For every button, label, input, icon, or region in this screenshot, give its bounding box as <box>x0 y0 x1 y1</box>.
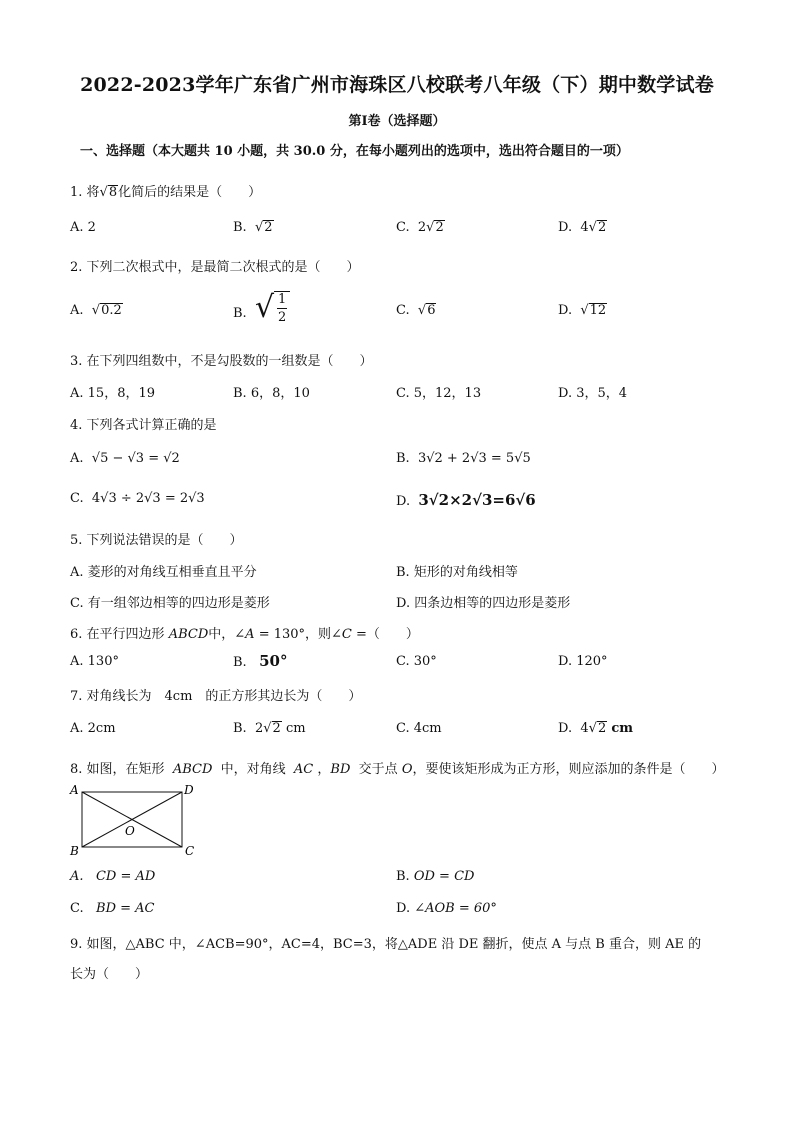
q1-option-d[interactable]: D. 4 √ 2 <box>558 220 607 235</box>
rectangle-figure <box>68 783 204 861</box>
q4-option-c[interactable]: C. 4√3 ÷ 2√3 = 2√3 <box>70 491 205 506</box>
q1-option-a[interactable]: A. 2 <box>70 220 96 235</box>
q7-option-b[interactable]: B. 2 √ 2 cm <box>233 721 306 736</box>
q6-option-a[interactable]: A. 130° <box>70 654 119 669</box>
paper-part-title: 第Ⅰ卷（选择题） <box>348 114 446 129</box>
q7-option-c[interactable]: C. 4cm <box>396 721 442 736</box>
q1-option-c[interactable]: C. 2 √ 2 <box>396 220 444 235</box>
question-3: 3. 在下列四组数中，不是勾股数的一组数是（ ） <box>70 354 373 369</box>
q8-option-c[interactable]: C. BD = AC <box>70 901 155 916</box>
q8-option-a[interactable]: A. CD = AD <box>70 869 156 884</box>
q6-option-b[interactable]: B. 50° <box>233 652 288 670</box>
q3-option-a[interactable]: A. 15，8，19 <box>70 386 156 401</box>
q3-option-c[interactable]: C. 5，12，13 <box>396 386 482 401</box>
vertex-c-label: C <box>185 844 195 858</box>
question-8: 8. 如图，在矩形 ABCD 中，对角线 AC ，BD 交于点 O，要使该矩形成为正方形，则应添加的条件是（ ） <box>70 762 725 777</box>
q1-radical: √ 8 <box>99 185 118 200</box>
q2-option-b[interactable]: B. √ $\frac{1}{2}$ <box>233 291 290 325</box>
section-heading: 一、选择题（本大题共 10 小题，共 30.0 分，在每小题列出的选项中，选出符合题目的一项） <box>80 144 629 159</box>
q1-option-b[interactable]: B. √ 2 <box>233 220 273 235</box>
q8-option-d[interactable]: D. ∠AOB = 60° <box>396 901 497 916</box>
q2-option-a[interactable]: A. √ 0.2 <box>70 303 122 318</box>
vertex-d-label: D <box>184 783 194 797</box>
q5-option-a[interactable]: A. 菱形的对角线互相垂直且平分 <box>70 565 257 580</box>
q7-option-d[interactable]: D. 4 √ 2 cm <box>558 721 634 736</box>
q1-text-after: 化简后的结果是（ ） <box>118 185 262 200</box>
q8-option-b[interactable]: B. OD = CD <box>396 869 475 884</box>
q3-option-d[interactable]: D. 3，5，4 <box>558 386 628 401</box>
q4-option-b[interactable]: B. 3√2 + 2√3 = 5√5 <box>396 451 531 466</box>
q1-text-before: 1. 将 <box>70 185 100 200</box>
q7-option-a[interactable]: A. 2cm <box>70 721 116 736</box>
question-5: 5. 下列说法错误的是（ ） <box>70 533 243 548</box>
vertex-a-label: A <box>70 783 79 797</box>
question-2: 2. 下列二次根式中，是最简二次根式的是（ ） <box>70 260 360 275</box>
q5-option-b[interactable]: B. 矩形的对角线相等 <box>396 565 518 580</box>
center-o-label: O <box>125 824 135 838</box>
q2-option-c[interactable]: C. √ 6 <box>396 303 436 318</box>
q6-option-c[interactable]: C. 30° <box>396 654 437 669</box>
q4-option-d[interactable]: D. 3√2×2√3=6√6 <box>396 491 536 509</box>
page-title: 2022-2023学年广东省广州市海珠区八校联考八年级（下）期中数学试卷 <box>80 74 714 96</box>
q2-option-d[interactable]: D. √ 12 <box>558 303 607 318</box>
question-7: 7. 对角线长为 4cm 的正方形其边长为（ ） <box>70 689 362 704</box>
question-6: 6. 在平行四边形 ABCD中，∠A = 130°，则∠C =（ ） <box>70 627 419 642</box>
q5-option-c[interactable]: C. 有一组邻边相等的四边形是菱形 <box>70 596 270 611</box>
q4-option-a[interactable]: A. √5 − √3 = √2 <box>70 451 180 466</box>
question-9-line-1: 9. 如图，△ABC 中，∠ACB=90°，AC=4，BC=3，将△ADE 沿 DE 翻折，使点 A 与点 B 重合，则 AE 的 <box>70 937 702 952</box>
vertex-b-label: B <box>70 844 79 858</box>
q6-option-d[interactable]: D. 120° <box>558 654 608 669</box>
q3-option-b[interactable]: B. 6，8，10 <box>233 386 310 401</box>
q5-option-d[interactable]: D. 四条边相等的四边形是菱形 <box>396 596 571 611</box>
question-9-line-2: 长为（ ） <box>70 967 149 982</box>
question-4: 4. 下列各式计算正确的是 <box>70 418 217 433</box>
question-1 <box>70 181 261 200</box>
